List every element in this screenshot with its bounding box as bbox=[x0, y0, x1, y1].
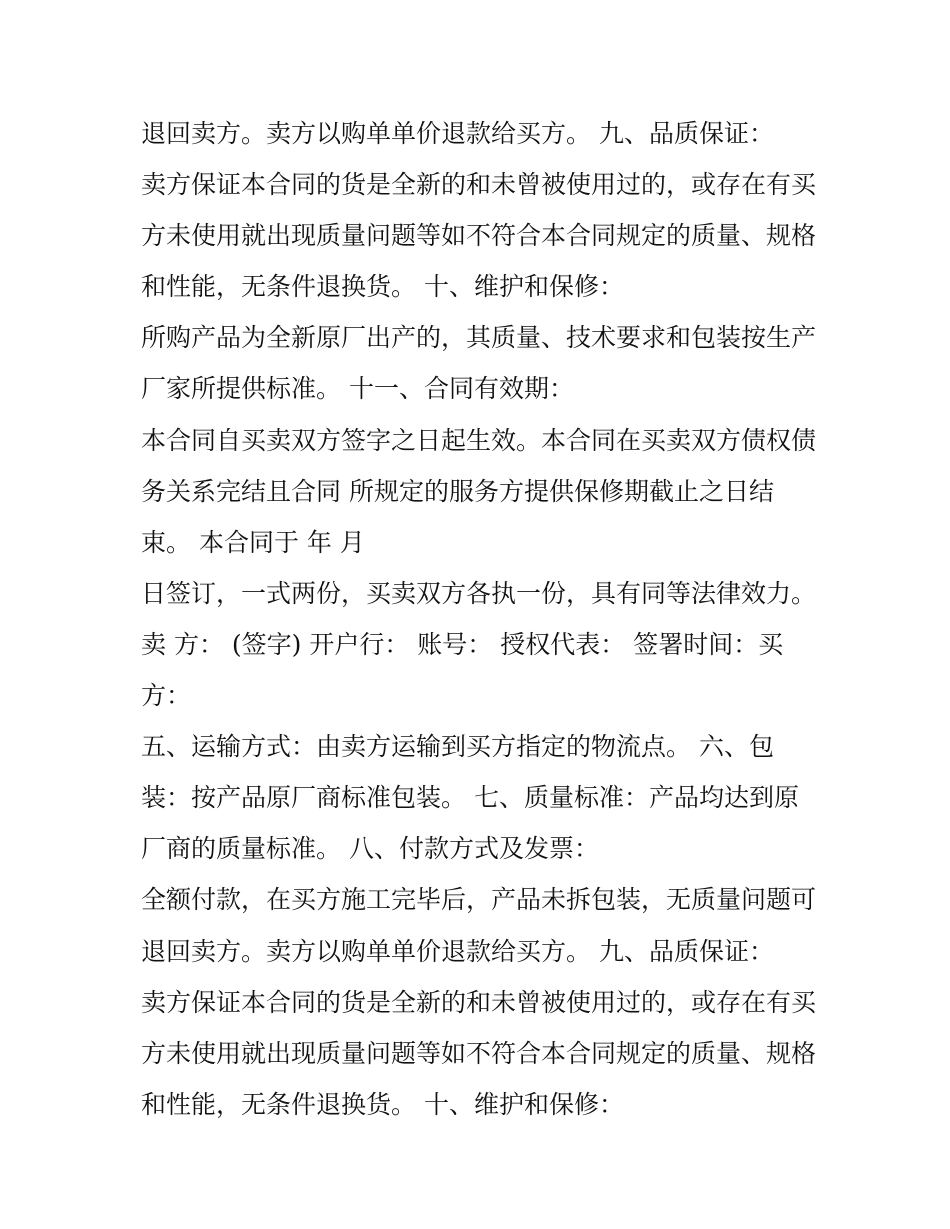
text-line: 全额付款，在买方施工完毕后，产品未拆包装，无质量问题可 bbox=[141, 885, 817, 915]
text-line: 退回卖方。卖方以购单单价退款给买方。 九、品质保证： bbox=[141, 119, 774, 148]
text-line: 方未使用就出现质量问题等如不符合本合同规定的质量、规格 bbox=[141, 1038, 817, 1068]
text-line: 厂商的质量标准。 八、付款方式及发票： bbox=[141, 834, 599, 864]
text-line: 日签订，一式两份，买卖双方各执一份，具有同等法律效力。 bbox=[141, 578, 817, 608]
text-line: 装：按产品原厂商标准包装。 七、质量标准：产品均达到原 bbox=[141, 783, 799, 813]
text-line: 厂家所提供标准。 十一、合同有效期： bbox=[141, 374, 574, 404]
contract-text-body bbox=[141, 108, 831, 1130]
text-line: 卖方保证本合同的货是全新的和未曾被使用过的，或存在有买 bbox=[141, 170, 817, 200]
signature-line: 卖 方： (签字) 开户行： 账号： 授权代表： 签署时间：买 bbox=[141, 629, 784, 659]
text-line: 退回卖方。卖方以购单单价退款给买方。 九、品质保证： bbox=[141, 936, 774, 966]
text-line: 束。 本合同于 年 月 bbox=[141, 527, 365, 557]
text-line: 卖方保证本合同的货是全新的和未曾被使用过的，或存在有买 bbox=[141, 987, 817, 1017]
text-line: 五、运输方式：由卖方运输到买方指定的物流点。 六、包 bbox=[141, 732, 774, 762]
text-line: 和性能，无条件退换货。 十、维护和保修： bbox=[141, 272, 624, 302]
text-line: 本合同自买卖双方签字之日起生效。本合同在买卖双方债权债 bbox=[141, 425, 817, 455]
text-line: 方未使用就出现质量问题等如不符合本合同规定的质量、规格 bbox=[141, 221, 817, 251]
text-line: 务关系完结且合同 所规定的服务方提供保修期截止之日结 bbox=[141, 476, 774, 506]
text-line: 和性能，无条件退换货。 十、维护和保修： bbox=[141, 1089, 624, 1119]
text-line: 所购产品为全新原厂出产的，其质量、技术要求和包装按生产 bbox=[141, 323, 817, 353]
text-line: 方： bbox=[141, 681, 192, 711]
